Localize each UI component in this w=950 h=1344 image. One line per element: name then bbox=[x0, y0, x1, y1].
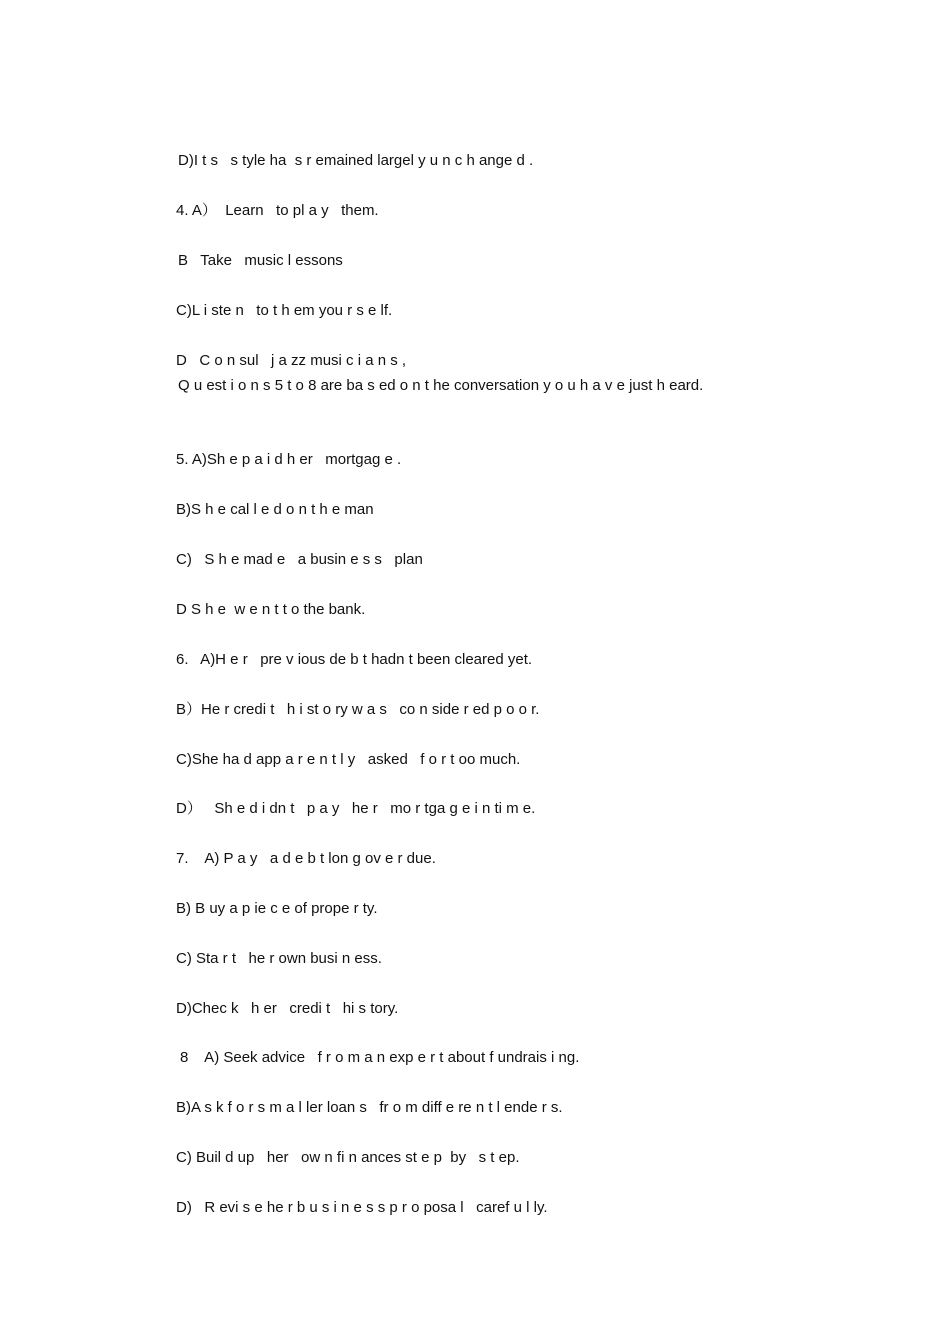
q4-option-c: C)L i ste n to t h em you r s e lf. bbox=[176, 302, 393, 319]
q7-option-a: 7. A) P a y a d e b t lon g ov e r due. bbox=[176, 850, 436, 867]
q6-option-c: C)She ha d app a r e n t l y asked f o r t oo much. bbox=[176, 751, 521, 768]
q8-option-d: D) R evi s e he r b u s i n e s s p r o posa l caref u l ly. bbox=[176, 1199, 548, 1216]
q5-option-a: 5. A)Sh e p a i d h er mortgag e . bbox=[176, 451, 402, 468]
q7-option-d: D)Chec k h er credi t hi s tory. bbox=[176, 1000, 399, 1017]
section-instruction: Q u est i o n s 5 t o 8 are ba s ed o n t he conversation y o u h a v e just h eard. bbox=[178, 377, 704, 394]
q4-option-b: B Take music l essons bbox=[178, 252, 343, 269]
q8-option-c: C) Buil d up her ow n fi n ances st e p by s t ep. bbox=[176, 1149, 520, 1166]
q6-option-a: 6. A)H e r pre v ious de b t hadn t been cleared yet. bbox=[176, 651, 533, 668]
q4-option-d: D C o n sul j a zz musi c i a n s , bbox=[176, 352, 407, 369]
q7-option-c: C) Sta r t he r own busi n ess. bbox=[176, 950, 382, 967]
q6-option-d: D） Sh e d i dn t p a y he r mo r tga g e i n ti m e. bbox=[176, 800, 536, 817]
q5-option-c: C) S h e mad e a busin e s s plan bbox=[176, 551, 423, 568]
q6-option-b: B）He r credi t h i st o ry w a s co n side r ed p o o r. bbox=[176, 701, 540, 718]
q5-option-d: D S h e w e n t t o the bank. bbox=[176, 601, 366, 618]
q4-option-a: 4. A） Learn to pl a y them. bbox=[176, 202, 379, 219]
q5-option-b: B)S h e cal l e d o n t h e man bbox=[176, 501, 374, 518]
q8-option-a: 8 A) Seek advice f r o m a n exp e r t about f undrais i ng. bbox=[180, 1049, 580, 1066]
q3-option-d: D)I t s s tyle ha s r emained largel y u n c h ange d . bbox=[178, 152, 534, 169]
q7-option-b: B) B uy a p ie c e of prope r ty. bbox=[176, 900, 378, 917]
q8-option-b: B)A s k f o r s m a l ler loan s fr o m diff e re n t l ende r s. bbox=[176, 1099, 563, 1116]
